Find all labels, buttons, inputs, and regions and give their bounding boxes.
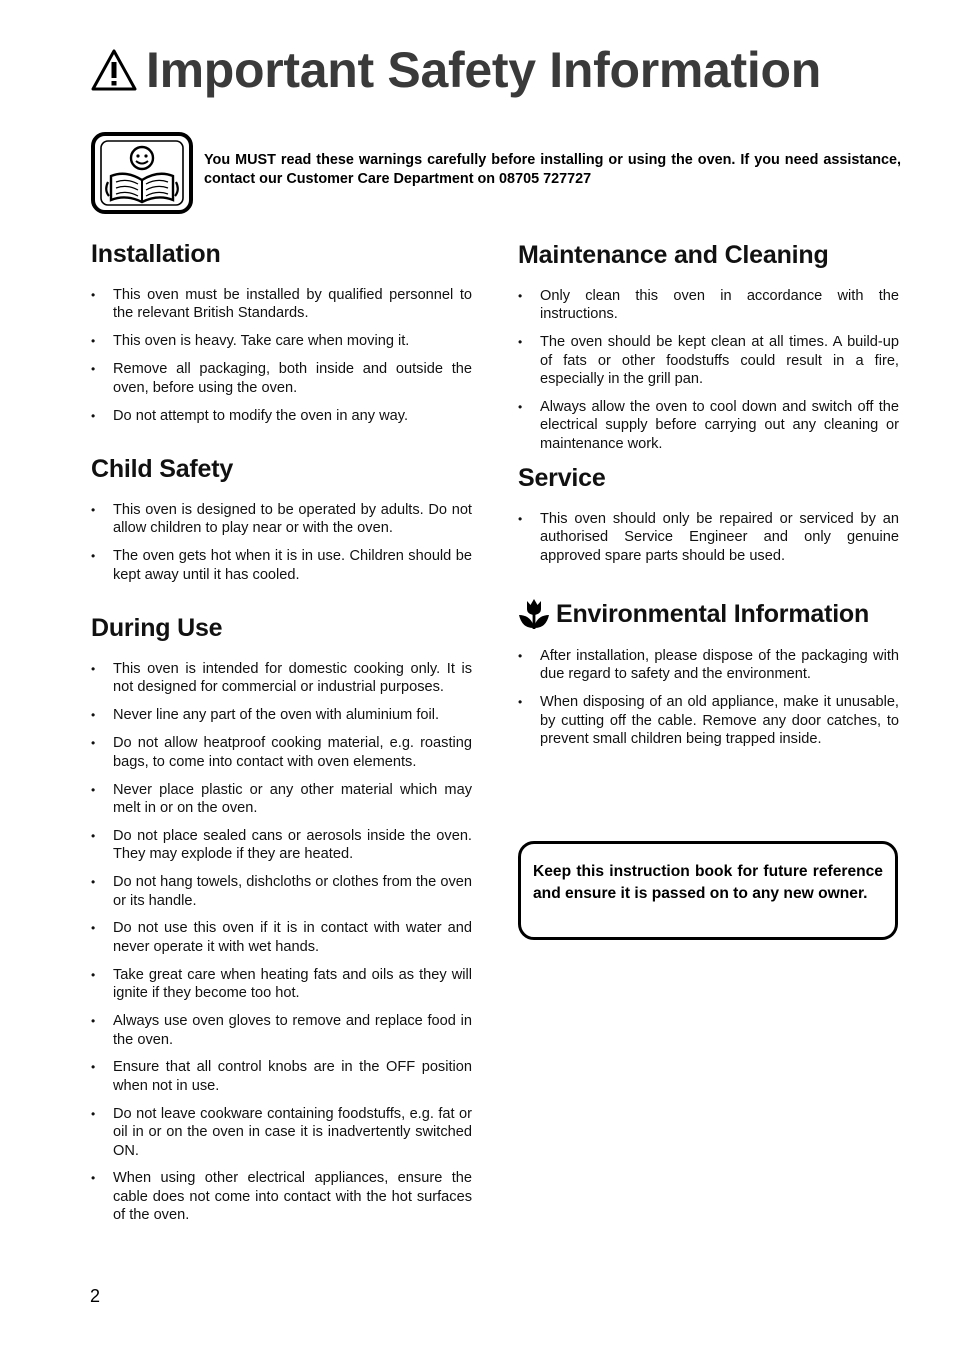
list-item: • Never place plastic or any other material which may melt in or on the oven. (91, 781, 472, 818)
during-use-list (91, 660, 472, 1225)
list-item: • After installation, please dispose of the packaging with due regard to safety and the environment. (518, 647, 899, 684)
page-number: 2 (90, 1286, 101, 1306)
service-section (518, 464, 899, 575)
maintenance-list (518, 287, 899, 453)
list-item: • When disposing of an old appliance, make it unusable, by cutting off the cable. Remove any door catches, to prevent small children being trapped inside. (518, 693, 899, 748)
list-item: • This oven is designed to be operated by adults. Do not allow children to play near or with the oven. (91, 501, 472, 538)
list-item: • This oven should only be repaired or serviced by an authorised Service Engineer and only genuine approved spare parts should be used. (518, 510, 899, 565)
list-item: • Take great care when heating fats and oils as they will ignite if they become too hot. (91, 966, 472, 1003)
list-item: • Do not use this oven if it is in contact with water and never operate it with wet hands. (91, 919, 472, 956)
list-item: • This oven is intended for domestic cooking only. It is not designed for commercial or industrial purposes. (91, 660, 472, 697)
service-heading: Service (518, 464, 606, 492)
list-item: • Remove all packaging, both inside and outside the oven, before using the oven. (91, 360, 472, 397)
installation-heading: Installation (91, 240, 221, 268)
list-item: • This oven is heavy. Take care when moving it. (91, 332, 472, 350)
environmental-heading-row (518, 597, 899, 631)
list-item: • Do not allow heatproof cooking material, e.g. roasting bags, to come into contact with oven elements. (91, 734, 472, 771)
list-item: • Always use oven gloves to remove and replace food in the oven. (91, 1012, 472, 1049)
child-safety-heading: Child Safety (91, 455, 234, 483)
flower-eco-icon (518, 597, 550, 631)
list-item: • Do not hang towels, dishcloths or clothes from the oven or its handle. (91, 873, 472, 910)
environmental-heading: Environmental Information (556, 600, 870, 628)
maintenance-section (518, 241, 899, 463)
title-text: Important Safety Information (146, 42, 821, 98)
list-item: • Never line any part of the oven with aluminium foil. (91, 706, 472, 724)
installation-list (91, 286, 472, 425)
during-use-heading: During Use (91, 614, 223, 642)
list-item: • Do not place sealed cans or aerosols inside the oven. They may explode if they are heated. (91, 827, 472, 864)
list-item: • Ensure that all control knobs are in the OFF position when not in use. (91, 1058, 472, 1095)
list-item: • Only clean this oven in accordance with the instructions. (518, 287, 899, 324)
service-list (518, 510, 899, 565)
list-item: • The oven should be kept clean at all times. A build-up of fats or other foodstuffs could result in a fire, especially in the grill pan. (518, 333, 899, 388)
list-item: • When using other electrical appliances, ensure the cable does not come into contact with the hot surfaces of the oven. (91, 1169, 472, 1224)
list-item: • The oven gets hot when it is in use. Children should be kept away until it has cooled. (91, 547, 472, 584)
environmental-section (518, 597, 899, 758)
keep-instruction-note: Keep this instruction book for future reference and ensure it is passed on to any new owner. (518, 841, 898, 940)
list-item: • This oven must be installed by qualified personnel to the relevant British Standards. (91, 286, 472, 323)
environmental-list (518, 647, 899, 749)
list-item: • Always allow the oven to cool down and switch off the electrical supply before carrying out any cleaning or maintenance work. (518, 398, 899, 453)
page-title (90, 38, 821, 102)
warning-triangle-icon (90, 48, 138, 92)
child-safety-section (91, 455, 472, 594)
during-use-section (91, 614, 472, 1234)
installation-section (91, 240, 472, 434)
maintenance-heading: Maintenance and Cleaning (518, 241, 829, 269)
list-item: • Do not leave cookware containing foodstuffs, e.g. fat or oil in or on the oven in case it is inadvertently switched ON. (91, 1105, 472, 1160)
intro-warning-text: You MUST read these warnings carefully before installing or using the oven. If you need assistance, contact our Customer Care Department on 08705 727727 (204, 152, 901, 187)
list-item: • Do not attempt to modify the oven in any way. (91, 407, 472, 425)
read-instructions-icon (91, 132, 193, 214)
child-safety-list (91, 501, 472, 584)
